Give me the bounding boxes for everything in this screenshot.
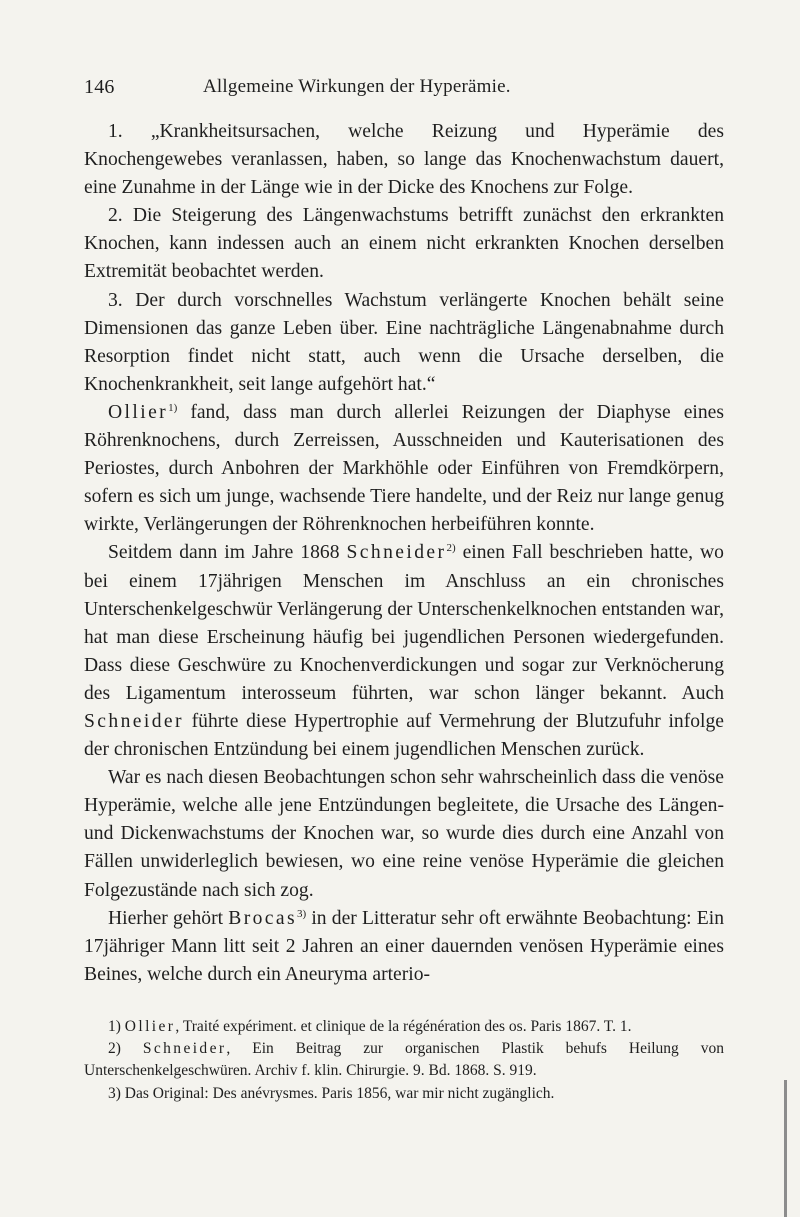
text-run: Seitdem dann im Jahre 1868 (108, 542, 347, 564)
text-run: in der Litteratur sehr oft erwähnte Beobachtung: Ein 17jähriger Mann litt seit 2 Jahren an einer dauernden venösen Hyperämie eines Beines, welche durch ein Aneuryma arterio- (84, 907, 724, 985)
text-run: 3) Das Original: Des anévrysmes. Paris 1856, war mir nicht zugänglich. (108, 1084, 555, 1102)
footnote-marker: 3) (297, 907, 307, 920)
author-name: Schneider (346, 542, 447, 564)
text-run: fand, dass man durch allerlei Reizungen der Diaphyse eines Röhrenknochens, durch Zerreissen, Ausschneiden und Kauterisationen des Periostes, durch Anbohren der Markhöhle oder Einführen von Fremdkörpern, sofern es sich um junge, wachsende Tiere handelte, und der Reiz nur lange genug wirkte, Verlängerungen der Röhrenknochen herbeiführen konnte. (84, 401, 724, 536)
paragraph (84, 287, 724, 399)
author-name: Schneider (84, 710, 184, 732)
text-run: führte diese Hypertrophie auf Vermehrung der Blutzufuhr infolge der chronischen Entzündung bei einem jugendlichen Menschen zurück. (84, 710, 724, 761)
footnote (84, 1016, 724, 1038)
footnote (84, 1038, 724, 1082)
page-number: 146 (84, 76, 115, 98)
text-run: War es nach diesen Beobachtungen schon sehr wahrscheinlich dass die venöse Hyperämie, welche alle jene Entzündungen begleitete, die Ursache des Längen- und Dickenwachstums der Knochen war, so wurde dies durch eine Anzahl von Fällen unwiderleglich bewiesen, wo eine reine venöse Hyperämie die gleichen Folgezustände nach sich zog. (84, 767, 724, 901)
text-run: 1. „Krankheitsursachen, welche Reizung und Hyperämie des Knochengewebes veranlassen, haben, so lange das Knochenwachstum dauert, eine Zunahme in der Länge wie in der Dicke des Knochens zur Folge. (84, 121, 724, 199)
paragraph (84, 202, 724, 286)
text-run: , Ein Beitrag zur organischen Plastik behufs Heilung von Unterschenkelgeschwüren. Archiv f. klin. Chirurgie. 9. Bd. 1868. S. 919. (84, 1040, 724, 1080)
paragraph (84, 905, 724, 989)
paragraph (84, 764, 724, 904)
footnotes (84, 1016, 724, 1105)
text-run: 2) (108, 1040, 143, 1058)
footnote-marker: 1) (168, 401, 178, 414)
footnote (84, 1083, 724, 1105)
text-run: einen Fall beschrieben hatte, wo bei einem 17jährigen Menschen im Anschluss an ein chronisches Unterschenkelgeschwür Verlängerung der Unterschenkelknochen entstanden war, hat man diese Erscheinung häufig bei jugendlichen Personen wiedergefunden. Dass diese Geschwüre zu Knochenverdickungen und sogar zur Verknöcherung des Ligamentum interosseum führten, war schon länger bekannt. Auch (84, 542, 724, 704)
text-run: 1) (108, 1018, 125, 1035)
page-edge-shadow (784, 1080, 787, 1217)
running-title: Allgemeine Wirkungen der Hyperämie. (203, 76, 511, 97)
paragraph (84, 539, 724, 764)
main-text (84, 118, 724, 989)
text-run: , Traité expériment. et clinique de la régénération des os. Paris 1867. T. 1. (175, 1018, 632, 1035)
text-run: 2. Die Steigerung des Längenwachstums betrifft zunächst den erkrankten Knochen, kann indessen auch an einem nicht erkrankten Knochen derselben Extremität beobachtet werden. (84, 205, 724, 283)
footnote-marker: 2) (446, 542, 456, 555)
text-run: 3. Der durch vorschnelles Wachstum verlängerte Knochen behält seine Dimensionen das ganze Leben über. Eine nachträgliche Längenabnahme durch Resorption findet nicht statt, auch wenn die Ursache derselben, die Knochenkrankheit, seit lange aufgehört hat.“ (84, 289, 724, 395)
paragraph (84, 399, 724, 539)
paragraph (84, 118, 724, 202)
text-run: Hierher gehört (108, 907, 229, 929)
author-name: Schneider (142, 1040, 227, 1058)
author-name: Brocas (228, 907, 298, 929)
author-name: Ollier (108, 401, 169, 423)
author-name: Ollier (124, 1018, 176, 1035)
